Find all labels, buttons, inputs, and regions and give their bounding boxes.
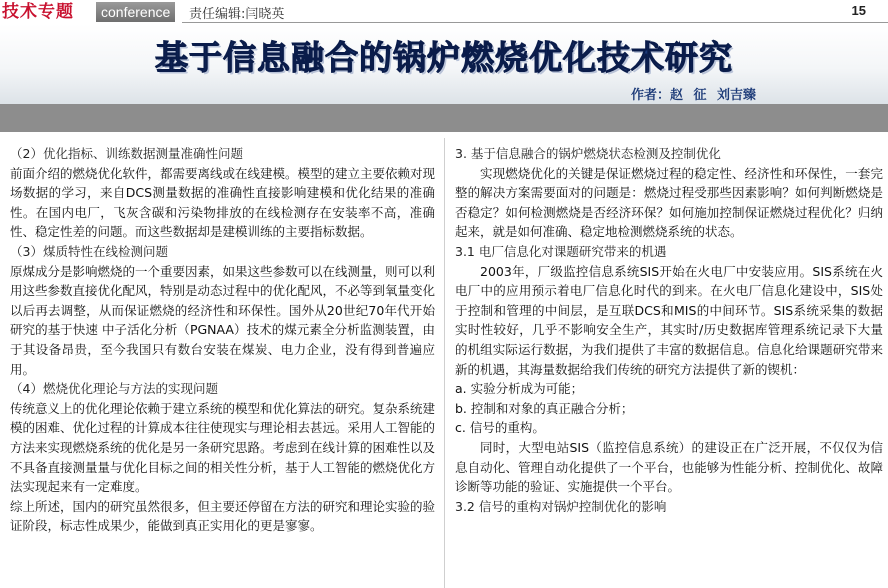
section-heading: （4）燃烧优化理论与方法的实现问题 [10,381,218,397]
right-column [455,144,883,516]
article-authors: 作者：赵 征 刘吉臻 [630,88,756,103]
paragraph: 同时，大型电站SIS（监控信息系统）的建设正在广泛开展，不仅仅为信息自动化、管理自动化提供了一个平台，也能够为性能分析、控制优化、故障诊断等功能的验证、实施提供一个平台。 [455,439,883,495]
list-item: b. 控制和对象的真正融合分析； [455,400,634,416]
section-heading: 3. 基于信息融合的锅炉燃烧状态检测及控制优化 [455,146,721,161]
column-divider [444,138,445,588]
article-title: 基于信息融合的锅炉燃烧优化技术研究 [155,38,733,77]
list-item: a. 实验分析成为可能； [455,381,584,397]
paragraph: 实现燃烧优化的关键是保证燃烧过程的稳定性、经济性和环保性，一套完整的解决方案需要面对的问题是：燃烧过程受那些因素影响？如何判断燃烧是否稳定？如何检测燃烧是否经济环保？如何施加控制保证燃烧过程优化？归纳起来，就是如何准确、稳定地检测燃烧系统的状态。 [455,165,883,240]
section-heading: （2）优化指标、训练数据测量准确性问题 [10,146,243,161]
section-heading: 3.1 电厂信息化对课题研究带来的机遇 [455,243,667,259]
header-rule [182,22,888,23]
section-heading: （3）煤质特性在线检测问题 [10,243,168,259]
grey-banner [0,104,888,132]
page-number: 15 [851,3,866,18]
list-item: c. 信号的重构。 [455,420,545,436]
paragraph: 传统意义上的优化理论依赖于建立系统的模型和优化算法的研究。复杂系统建模的困难、优化过程的计算成本往往使现实与理论相去甚远。采用人工智能的方法来实现燃烧系统的优化是另一条研究思路。考虑到在线计算的困难性以及不具备直接测量量与优化目标之间的相关性分析，基于人工智能的燃烧优化方法实现起来有一定难度。 [10,400,436,495]
left-column [10,144,435,536]
section-heading: 3.2 信号的重构对锅炉控制优化的影响 [455,498,667,514]
paragraph: 综上所述，国内的研究虽然很多，但主要还停留在方法的研究和理论实验的验证阶段，标志性成果少，能做到真正实用化的更是寥寥。 [10,498,436,534]
paragraph: 2003年，厂级监控信息系统SIS开始在火电厂中安装应用。SIS系统在火电厂中的应用预示着电厂信息化时代的到来。在火电厂信息化建设中，SIS处于控制和管理的中间层，是互联DCS和MIS的中间环节。SIS系统采集的数据实时性较好，几乎不影响安全生产，其实时/历史数据库管理系统记录下大量的机组实际运行数据，为我们提供了丰富的数据信息。信息化给课题研究带来新的机遇，其海量数据给我们传统的研究方法提供了新的锲机： [455,263,883,377]
column-tag: 技术专题 [2,2,74,22]
paragraph: 原煤成分是影响燃烧的一个重要因素，如果这些参数可以在线测量，则可以利用这些参数直接优化配风，特别是动态过程中的优化配风，不必等到氧量变化以后再去调整，从而保证燃烧的经济性和环保性。国外从20世纪70年代开始研究的基于快速 中子活化分析（PGNAA）技术的煤元素全分析监测装置，由于其设备昂贵，至今我国只有数台安装在煤炭、电力企业，没有得到普遍应用。 [10,263,436,377]
page-header [0,0,888,24]
column-tag-en: conference [96,2,175,22]
editor-credit: 责任编辑:闫晓英 [189,7,285,22]
paragraph: 前面介绍的燃烧优化软件，都需要离线或在线建模。模型的建立主要依赖对现场数据的学习，来自DCS测量数据的准确性直接影响建模和优化结果的准确性。在国内电厂，飞灰含碳和污染物排放的在线检测存在安装率不高，准确性、稳定性差的问题。而这些数据却是建模训练的主要指标数据。 [10,165,436,240]
